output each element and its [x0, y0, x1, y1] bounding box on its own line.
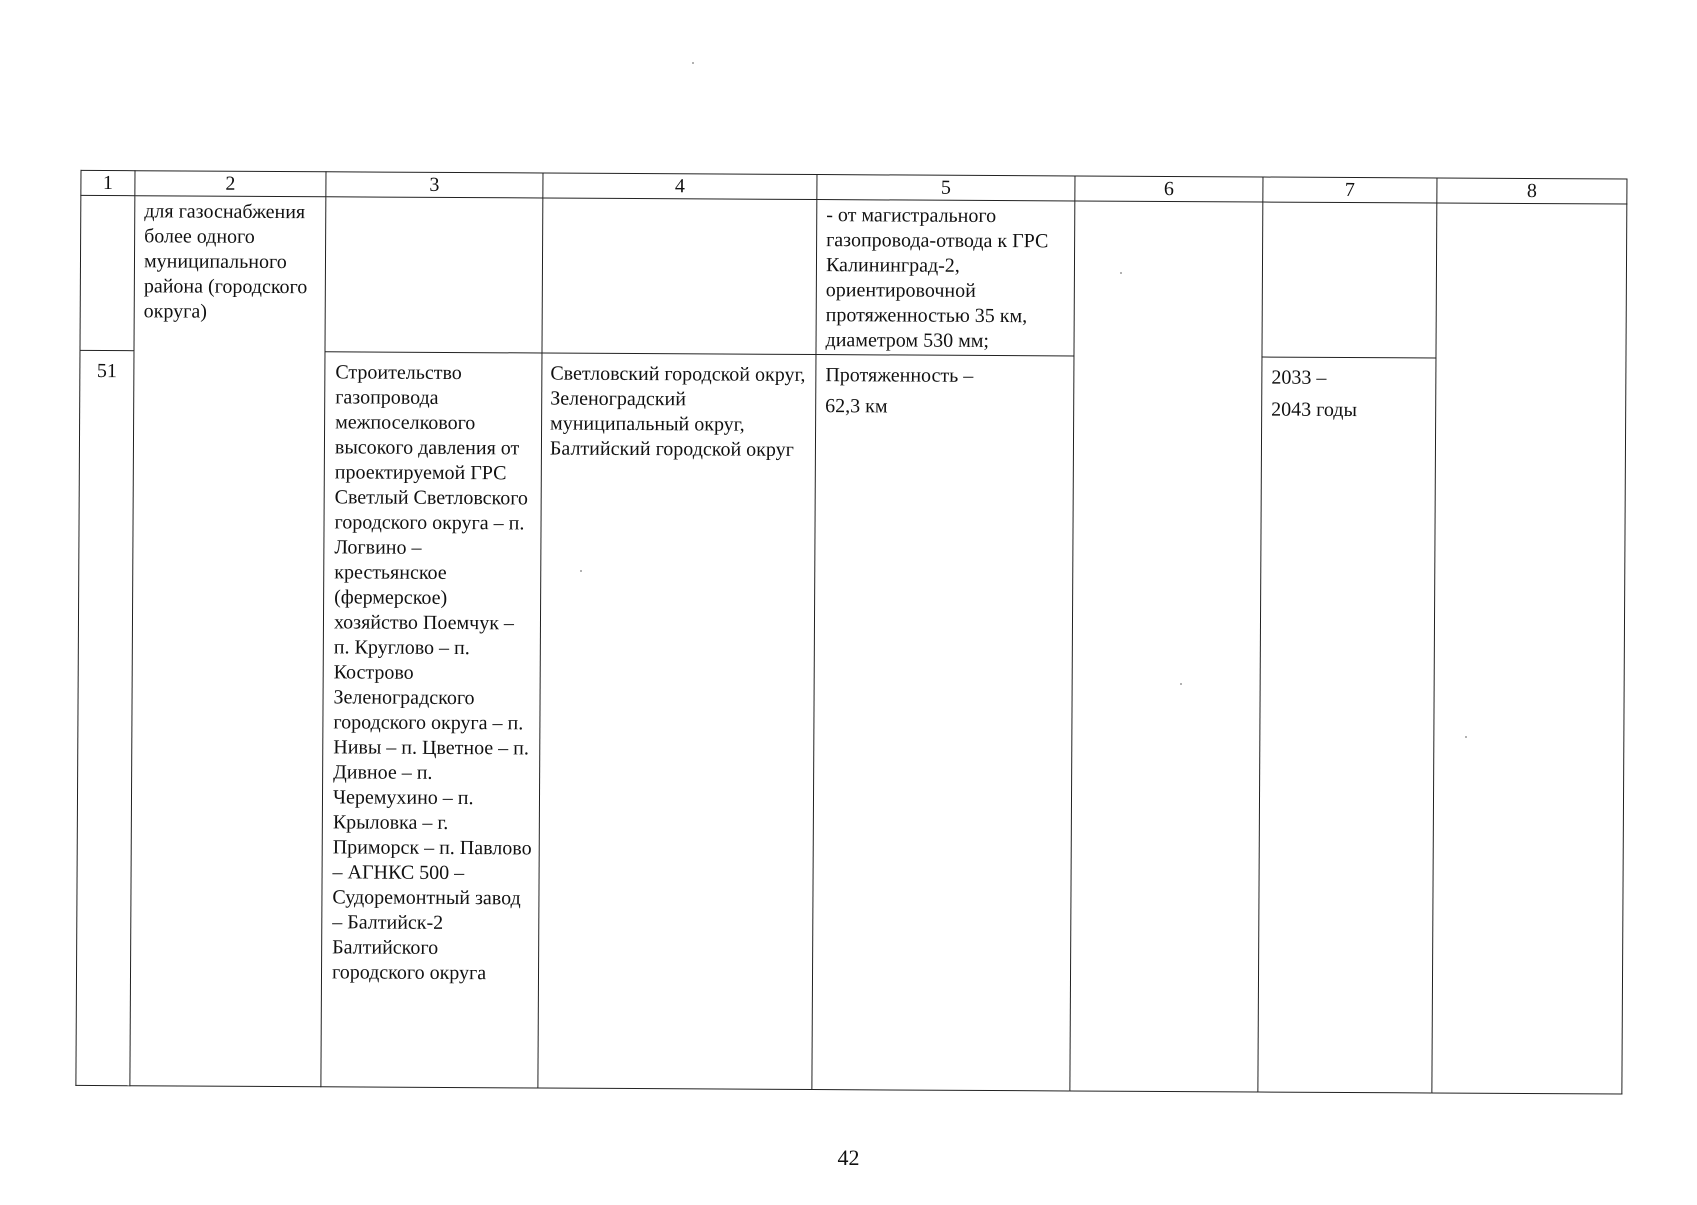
row50-cell-col4 [542, 198, 817, 355]
scan-speck [1465, 736, 1467, 738]
row51-cell-col5 [812, 355, 1074, 1091]
header-cell-3: 3 [326, 172, 543, 198]
row51-cell-col7 [1258, 357, 1436, 1093]
header-cell-4: 4 [543, 173, 817, 200]
row51-number: 51 [96, 360, 117, 383]
scan-speck [580, 570, 582, 572]
row-cell-col2 [130, 196, 326, 1087]
scan-speck [1120, 272, 1122, 274]
row51-col5-line1: Протяженность – [825, 364, 974, 387]
scan-speck [692, 62, 694, 64]
row-cell-col8 [1432, 203, 1627, 1094]
row51-col7-line2: 2043 годы [1271, 398, 1357, 422]
row51-text-col3: Строительство газопровода межпоселкового высокого давления от проектируемой ГРС Светлый Светловского городского округа – п. Логвино – крестьянское (фермерское) хозяйство Поемчук – п. Круглово – п. Кострово Зеленоградского городского округа – п. Нивы – п. Цветное – п. Дивное – п. Черемухино – п. Крыловка – г. Приморск – п. Павлово – АГНКС 500 – Судоремонтный завод – Балтийск-2 Балтийского городского округа [331, 361, 532, 985]
row-cell-col6 [1070, 201, 1263, 1092]
row51-col5-block [816, 355, 1073, 420]
measures-table [75, 170, 1627, 1095]
row51-col7-block [1262, 358, 1435, 424]
header-cell-5: 5 [817, 175, 1075, 201]
row51-col7-line1: 2033 – [1271, 366, 1327, 389]
row50-cell-col7 [1262, 202, 1437, 358]
row50-cell-col3 [325, 197, 543, 353]
header-cell-1: 1 [81, 170, 135, 195]
scan-speck [1180, 683, 1182, 685]
continuation-row [80, 195, 1627, 359]
row51-col5-line2: 62,3 км [825, 395, 888, 418]
row50-cell-col5 [816, 200, 1075, 356]
header-cell-2: 2 [135, 171, 326, 197]
row51-text-col4: Светловский городской округ, Зеленоградский муниципальный округ, Балтийский городской округ [549, 362, 806, 461]
page-number: 42 [837, 1145, 860, 1170]
header-cell-7: 7 [1263, 177, 1437, 203]
row50-number-cell [80, 195, 135, 350]
header-cell-6: 6 [1075, 176, 1263, 202]
row50-text-col5: - от магистрального газопровода-отвода к ГРС Калининград-2, ориентировочной протяженностью 35 км, диаметром 530 мм; [825, 204, 1049, 352]
row51-cell-col3 [321, 352, 542, 1088]
row51-cell-col4 [538, 353, 816, 1090]
row51-number-cell [76, 350, 134, 1085]
header-cell-8: 8 [1437, 178, 1627, 204]
row-text-col2: для газоснабжения более одного муниципального района (городского округа) [143, 200, 308, 323]
